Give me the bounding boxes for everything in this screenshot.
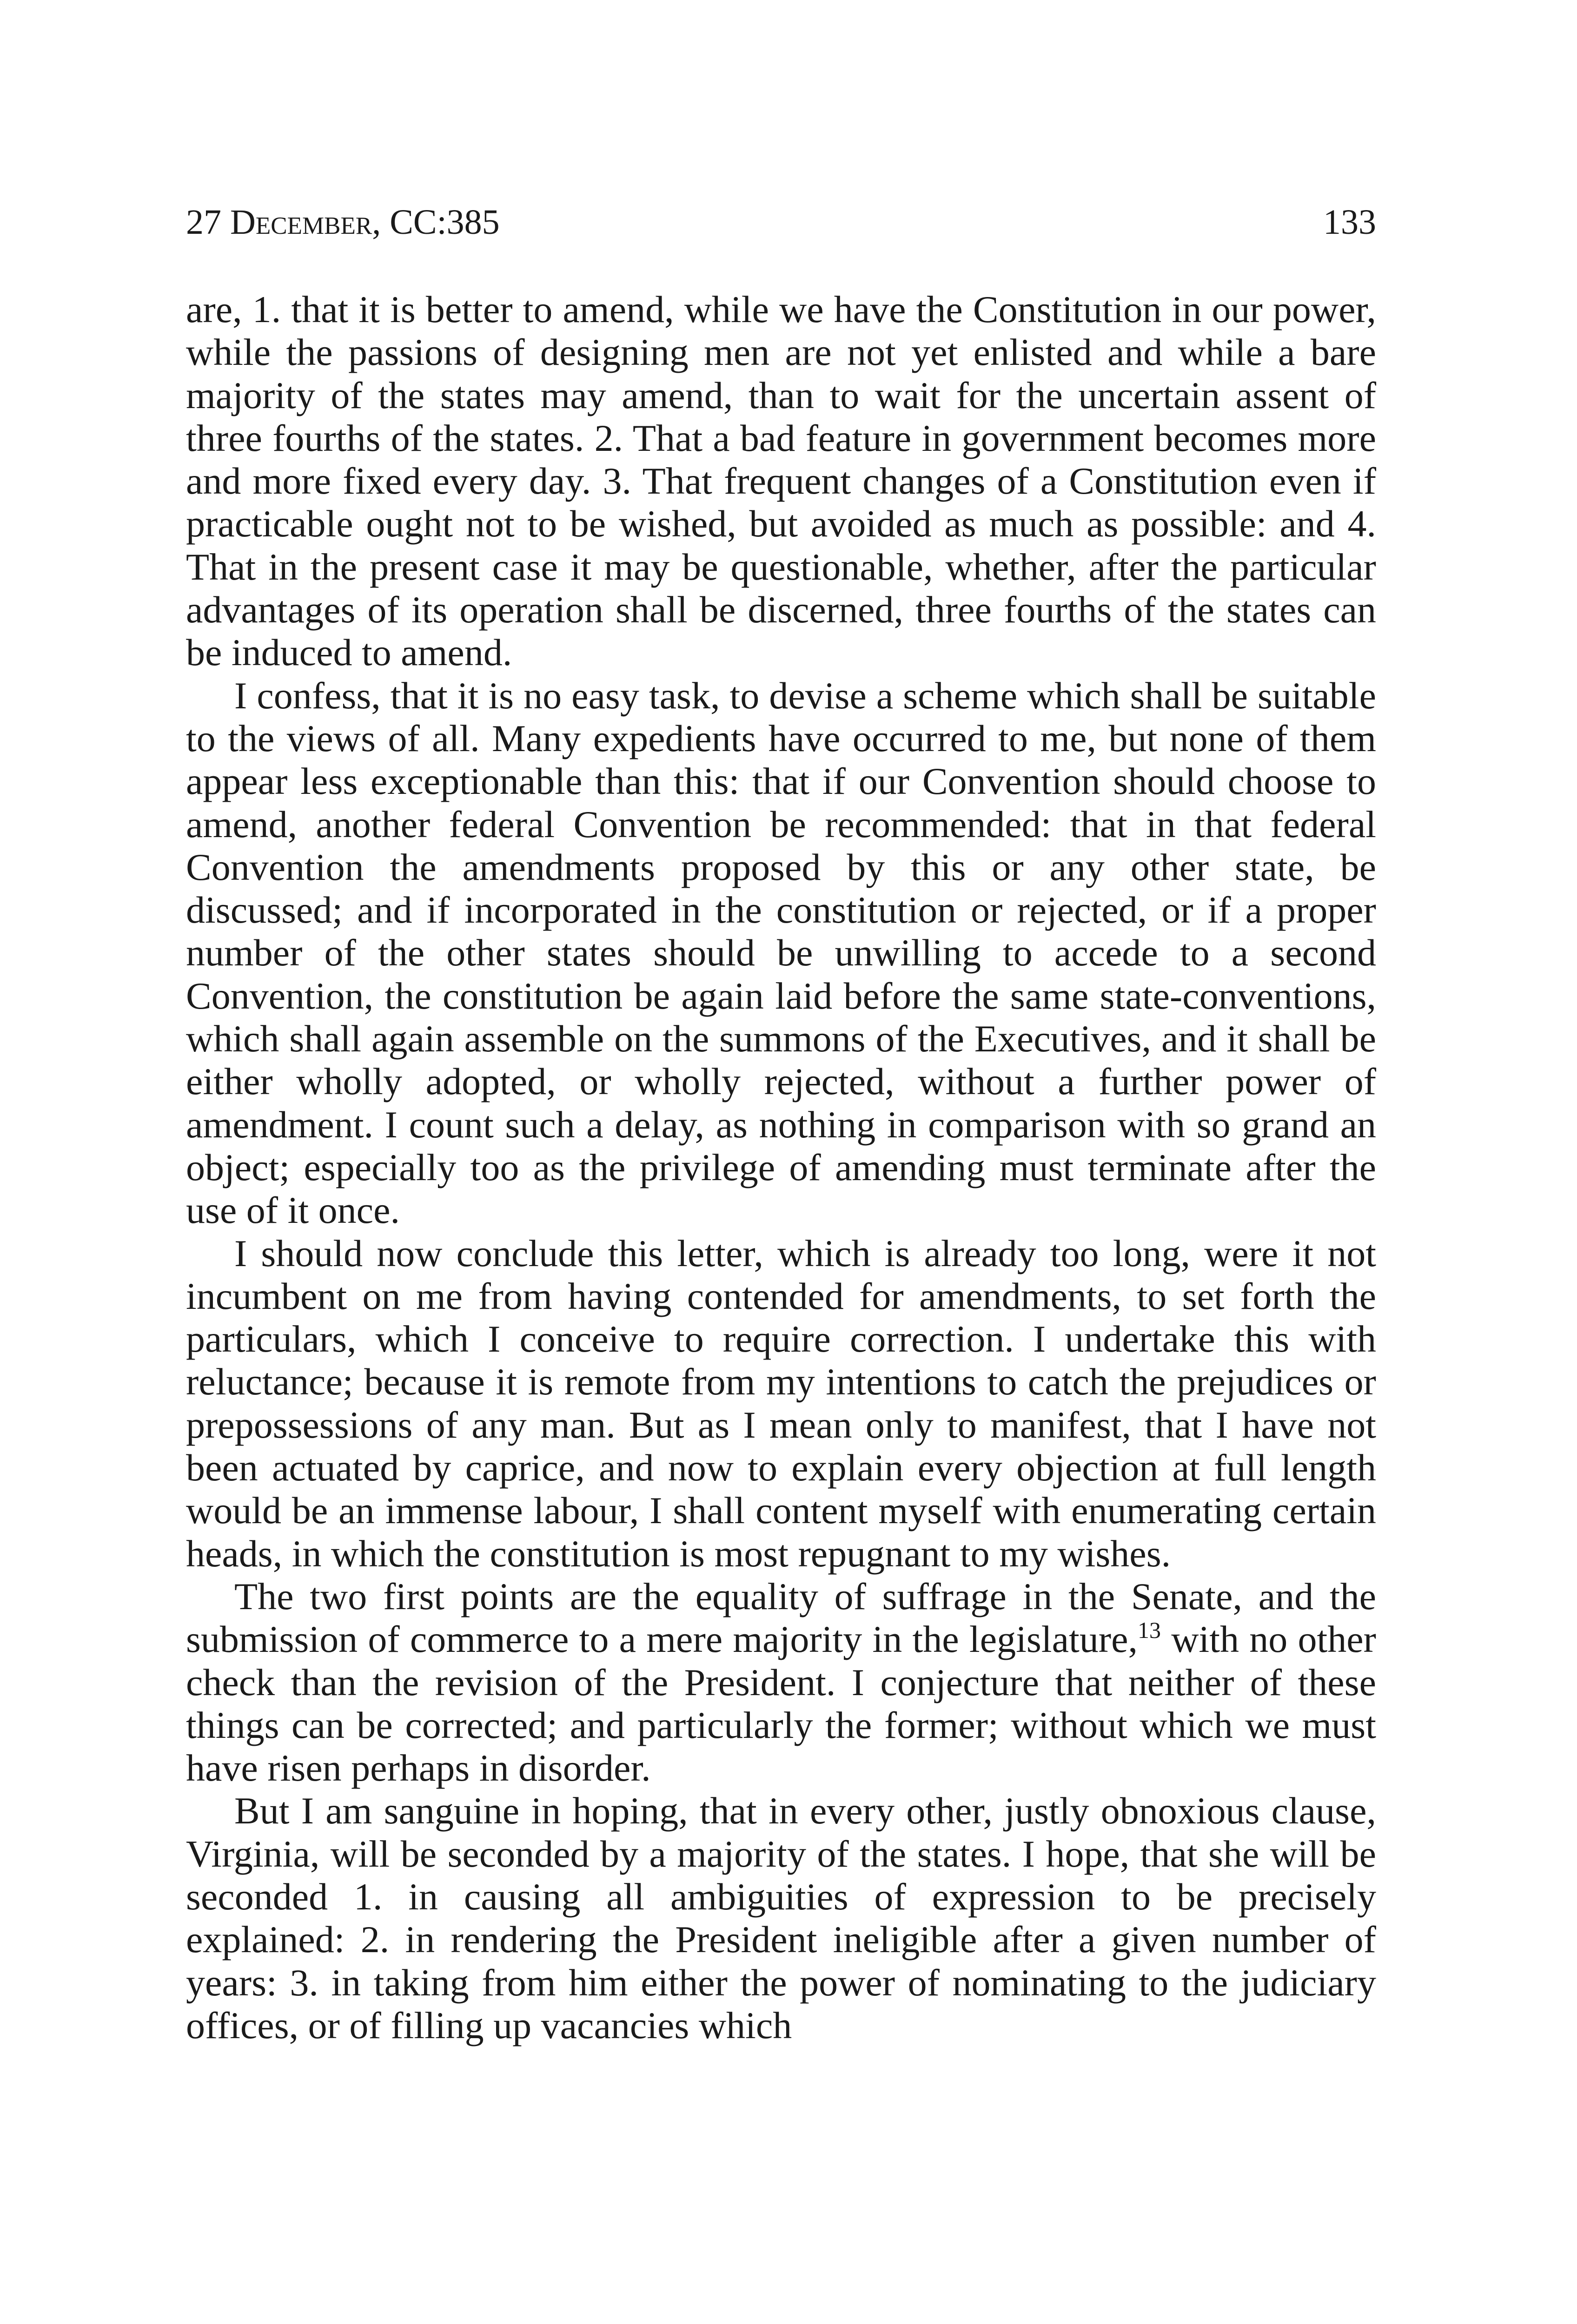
running-head-month: December [230,203,372,242]
running-head [186,205,1376,240]
paragraph-4 [186,1575,1376,1789]
running-head-day: 27 [186,203,221,242]
footnote-reference: 13 [1137,1617,1161,1644]
paragraph-5: But I am sanguine in hoping, that in every other, justly obnoxious clause, Virginia, will be seconded by a majority of the states. I hope, that she will be seconded 1. in causing all ambiguities of expression to be precisely explained: 2. in rendering the President ineligible after a given number of years: 3. in taking from him either the power of nominating to the judiciary offices, or of filling up vacancies which [186,1789,1376,2047]
body-text [186,288,1376,2047]
running-head-doc-ref: CC:385 [390,203,500,242]
paragraph-4-text-a: The two first points are the equality of suffrage in the Senate, and the submission of commerce to a mere majority in the legislature, [186,1575,1376,1661]
paragraph-3: I should now conclude this letter, which is already too long, were it not incumbent on me from having contended for amendments, to set forth the particulars, which I conceive to require correction. I undertake this with reluctance; because it is remote from my intentions to catch the prejudices or prepossessions of any man. But as I mean only to manifest, that I have not been actuated by caprice, and now to explain every objection at full length would be an immense labour, I shall content myself with enumerating certain heads, in which the constitution is most repugnant to my wishes. [186,1232,1376,1575]
running-head-left: 27 December, CC:385 [186,203,500,242]
document-page [186,205,1376,2047]
paragraph-4-text-b: with no other check than the revision of the President. I conjecture that neither of these things can be corrected; and particularly the former; without which we must have risen perhaps in disorder. [186,1618,1376,1789]
paragraph-2: I confess, that it is no easy task, to devise a scheme which shall be suitable to the views of all. Many expedients have occurred to me, but none of them appear less exceptionable than this: that if our Convention should choose to amend, another federal Convention be recommended: that in that federal Convention the amendments proposed by this or any other state, be discussed; and if incorporated in the constitution or rejected, or if a proper number of the other states should be unwilling to accede to a second Convention, the constitution be again laid before the same state-conventions, which shall again assemble on the summons of the Executives, and it shall be either wholly adopted, or wholly rejected, without a further power of amendment. I count such a delay, as nothing in comparison with so grand an object; especially too as the privilege of amending must terminate after the use of it once. [186,674,1376,1232]
page-number: 133 [1323,203,1376,242]
paragraph-1: are, 1. that it is better to amend, while we have the Constitution in our power, while the passions of designing men are not yet enlisted and while a bare majority of the states may amend, than to wait for the uncertain assent of three fourths of the states. 2. That a bad feature in government becomes more and more fixed every day. 3. That frequent changes of a Constitution even if practicable ought not to be wished, but avoided as much as possible: and 4. That in the present case it may be questionable, whether, after the particular advantages of its operation shall be discerned, three fourths of the states can be induced to amend. [186,288,1376,674]
